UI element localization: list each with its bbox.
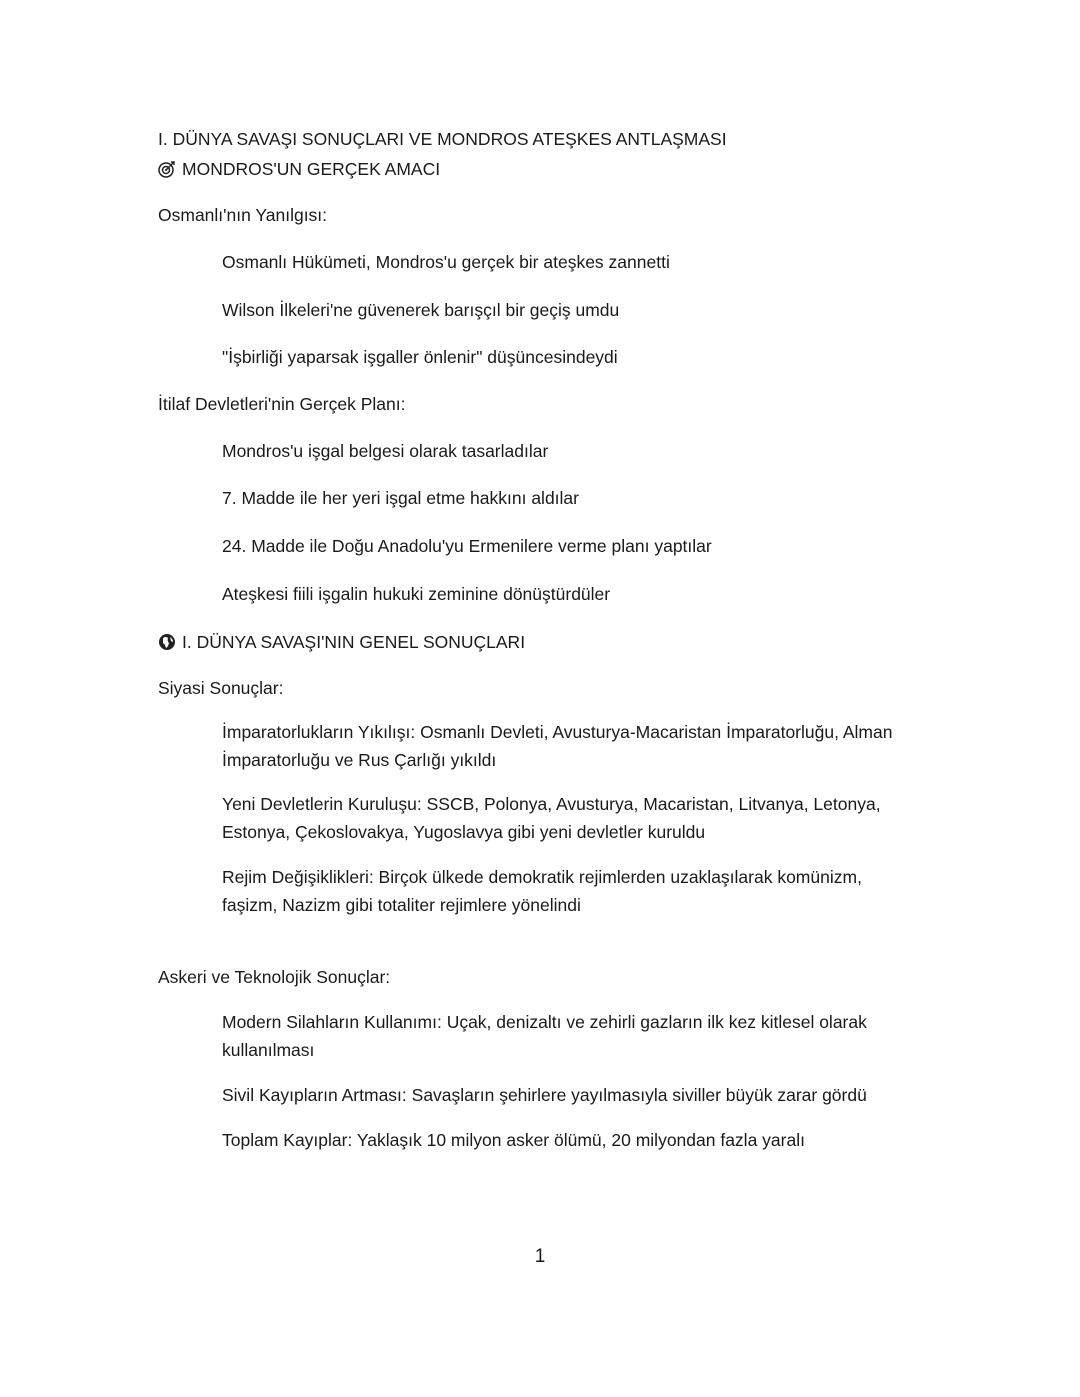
page-number: 1 (534, 1246, 546, 1267)
list-item: Sivil Kayıpların Artması: Savaşların şehirlere yayılmasıyla siviller büyük zarar gördü (222, 1085, 867, 1105)
list-item: Rejim Değişiklikleri: Birçok ülkede demokratik rejimlerden uzaklaşılarak komünizm, faşizm, Nazizm gibi totaliter rejimlere yönelindi (222, 867, 862, 915)
group-label: Osmanlı'nın Yanılgısı: (158, 205, 328, 225)
globe-icon (158, 632, 176, 650)
target-icon (158, 159, 176, 177)
list-item: "İşbirliği yaparsak işgaller önlenir" düşüncesindeydi (222, 347, 618, 367)
document-title: I. DÜNYA SAVAŞI SONUÇLARI VE MONDROS ATEŞKES ANTLAŞMASI (158, 129, 727, 149)
list-item: Wilson İlkeleri'ne güvenerek barışçıl bir geçiş umdu (222, 300, 620, 320)
section-heading-text: MONDROS'UN GERÇEK AMACI (182, 159, 441, 179)
section-heading-mondros (158, 156, 440, 183)
list-item: Ateşkesi fiili işgalin hukuki zeminine dönüştürdüler (222, 584, 611, 604)
list-item: Toplam Kayıplar: Yaklaşık 10 milyon asker ölümü, 20 milyondan fazla yaralı (222, 1130, 805, 1150)
list-item: İmparatorlukların Yıkılışı: Osmanlı Devleti, Avusturya-Macaristan İmparatorluğu, Alman İmparatorluğu ve Rus Çarlığı yıkıldı (222, 722, 893, 770)
list-item: Modern Silahların Kullanımı: Uçak, denizaltı ve zehirli gazların ilk kez kitlesel olarak kullanılması (222, 1012, 867, 1060)
group-label: Askeri ve Teknolojik Sonuçlar: (158, 967, 391, 987)
section-heading-general-results (158, 629, 525, 656)
list-item: 7. Madde ile her yeri işgal etme hakkını aldılar (222, 488, 579, 508)
list-item: 24. Madde ile Doğu Anadolu'yu Ermenilere verme planı yaptılar (222, 536, 712, 556)
section-heading-text: I. DÜNYA SAVAŞI'NIN GENEL SONUÇLARI (182, 632, 526, 652)
list-item: Mondros'u işgal belgesi olarak tasarladılar (222, 441, 549, 461)
group-label: Siyasi Sonuçlar: (158, 678, 284, 698)
list-item: Yeni Devletlerin Kuruluşu: SSCB, Polonya, Avusturya, Macaristan, Litvanya, Letonya, Estonya, Çekoslovakya, Yugoslavya gibi yeni devletler kuruldu (222, 794, 881, 842)
list-item: Osmanlı Hükümeti, Mondros'u gerçek bir ateşkes zannetti (222, 252, 670, 272)
group-label: İtilaf Devletleri'nin Gerçek Planı: (158, 394, 406, 414)
